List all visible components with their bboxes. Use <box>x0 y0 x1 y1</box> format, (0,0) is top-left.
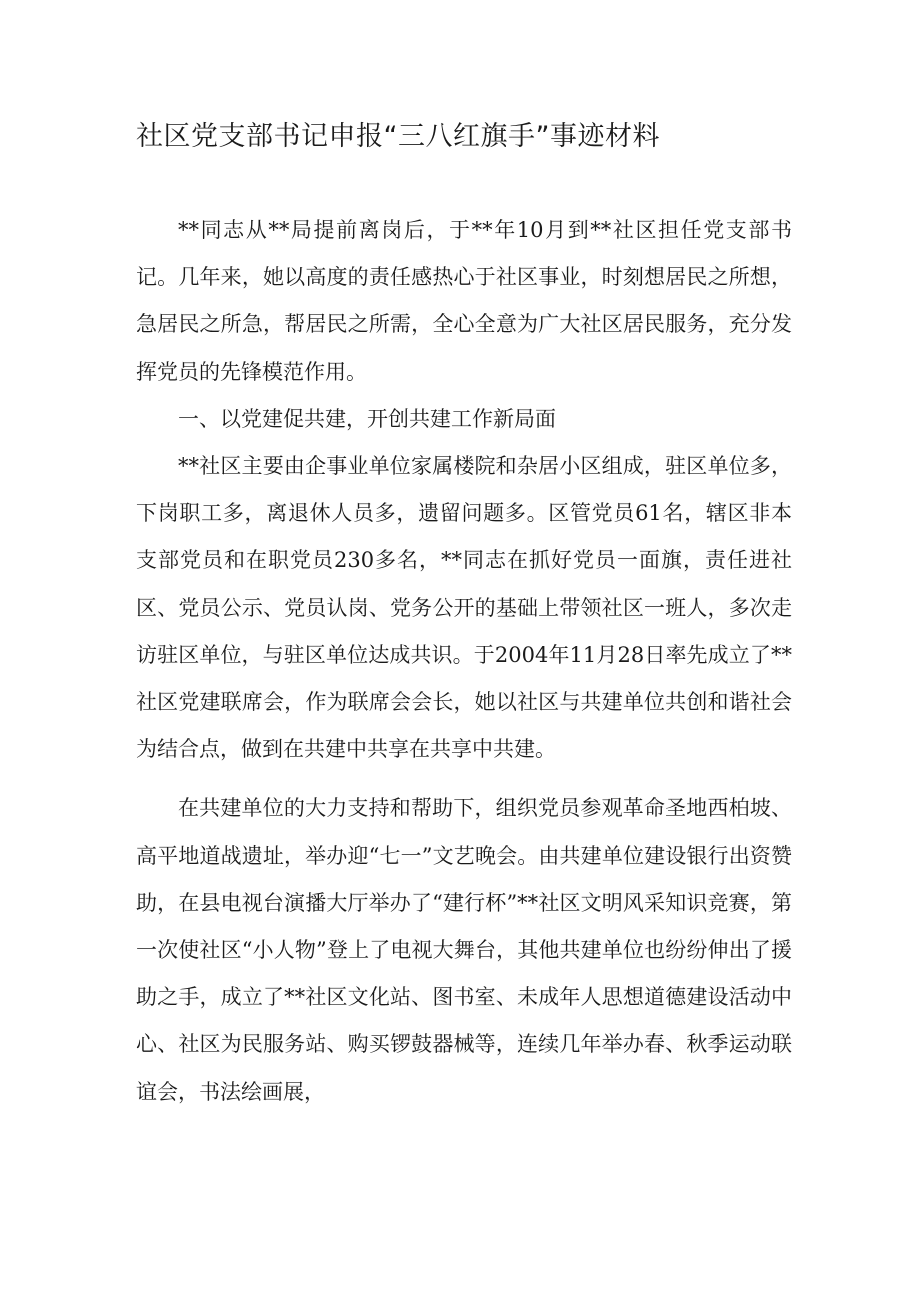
document-body <box>136 207 792 1116</box>
paragraph-community-overview: **社区主要由企事业单位家属楼院和杂居小区组成，驻区单位多，下岗职工多，离退休人员多，遗留问题多。区管党员61名，辖区非本支部党员和在职党员230多名，**同志在抓好党员一面旗，责任进社区、党员公示、党员认岗、党务公开的基础上带领社区一班人，多次走访驻区单位，与驻区单位达成共识。于2004年11月28日率先成立了**社区党建联席会，作为联席会会长，她以社区与共建单位共创和谐社会为结合点，做到在共建中共享在共享中共建。 <box>136 454 792 762</box>
section-heading-1: 一、以党建促共建，开创共建工作新局面 <box>178 406 556 431</box>
paragraph-joint-construction: 在共建单位的大力支持和帮助下，组织党员参观革命圣地西柏坡、高平地道战遗址，举办迎“七一”文艺晚会。由共建单位建设银行出资赞助，在县电视台演播大厅举办了“建行杯”**社区文明风采知识竞赛，第一次使社区“小人物”登上了电视大舞台，其他共建单位也纷纷伸出了援助之手，成立了**社区文化站、图书室、未成年人思想道德建设活动中心、社区为民服务站、购买锣鼓器械等，连续几年举办春、秋季运动联谊会，书法绘画展， <box>136 796 792 1104</box>
paragraph-intro: **同志从**局提前离岗后，于**年10月到**社区担任党支部书记。几年来，她以高度的责任感热心于社区事业，时刻想居民之所想，急居民之所急，帮居民之所需，全心全意为广大社区居民服务，充分发挥党员的先锋模范作用。 <box>136 218 792 384</box>
document-title: 社区党支部书记申报“三八红旗手”事迹材料 <box>136 121 660 152</box>
